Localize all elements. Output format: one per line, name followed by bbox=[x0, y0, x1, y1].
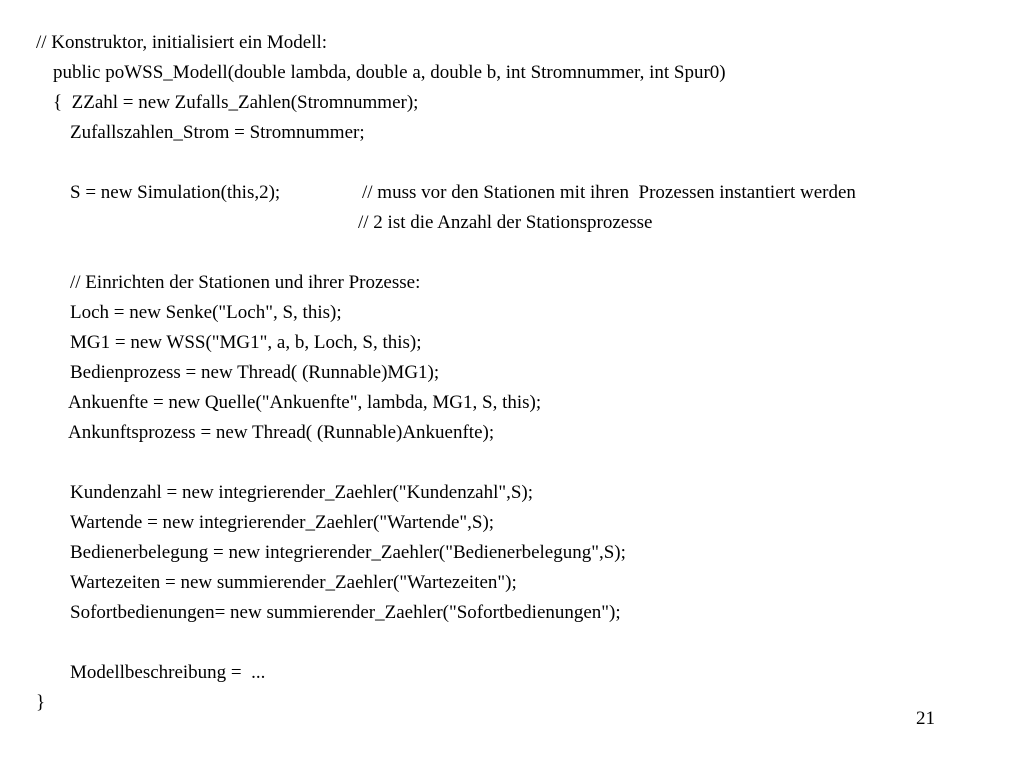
comment-stations: // Einrichten der Stationen und ihrer Prozesse: bbox=[70, 272, 421, 293]
code-line-simulation: S = new Simulation(this,2); bbox=[70, 182, 281, 203]
code-line-wartezeiten: Wartezeiten = new summierender_Zaehler("Wartezeiten"); bbox=[70, 572, 517, 593]
closing-brace: } bbox=[36, 692, 46, 713]
code-line-mg1: MG1 = new WSS("MG1", a, b, Loch, S, this); bbox=[70, 332, 422, 353]
page-number: 21 bbox=[916, 708, 935, 729]
code-line-wartende: Wartende = new integrierender_Zaehler("Wartende",S); bbox=[70, 512, 495, 533]
code-line-sofortbedienungen: Sofortbedienungen= new summierender_Zaehler("Sofortbedienungen"); bbox=[70, 602, 621, 623]
comment-station-count: // 2 ist die Anzahl der Stationsprozesse bbox=[358, 212, 653, 233]
code-line-zufallszahlen-strom: Zufallszahlen_Strom = Stromnummer; bbox=[70, 122, 365, 143]
code-line-zzahl: { ZZahl = new Zufalls_Zahlen(Stromnummer); bbox=[53, 92, 419, 113]
code-line-bedienprozess: Bedienprozess = new Thread( (Runnable)MG1); bbox=[70, 362, 440, 383]
code-line-ankunftsprozess: Ankunftsprozess = new Thread( (Runnable)Ankuenfte); bbox=[68, 422, 495, 443]
comment-constructor: // Konstruktor, initialisiert ein Modell: bbox=[36, 32, 328, 53]
constructor-signature: public poWSS_Modell(double lambda, double a, double b, int Stromnummer, int Spur0) bbox=[53, 62, 726, 83]
code-line-ankuenfte: Ankuenfte = new Quelle("Ankuenfte", lambda, MG1, S, this); bbox=[68, 392, 542, 413]
code-line-modellbeschreibung: Modellbeschreibung = ... bbox=[70, 662, 266, 683]
code-line-loch: Loch = new Senke("Loch", S, this); bbox=[70, 302, 342, 323]
code-line-bedienerbelegung: Bedienerbelegung = new integrierender_Zaehler("Bedienerbelegung",S); bbox=[70, 542, 626, 563]
code-line-kundenzahl: Kundenzahl = new integrierender_Zaehler("Kundenzahl",S); bbox=[70, 482, 534, 503]
comment-instantiation: // muss vor den Stationen mit ihren Prozessen instantiert werden bbox=[362, 182, 856, 203]
